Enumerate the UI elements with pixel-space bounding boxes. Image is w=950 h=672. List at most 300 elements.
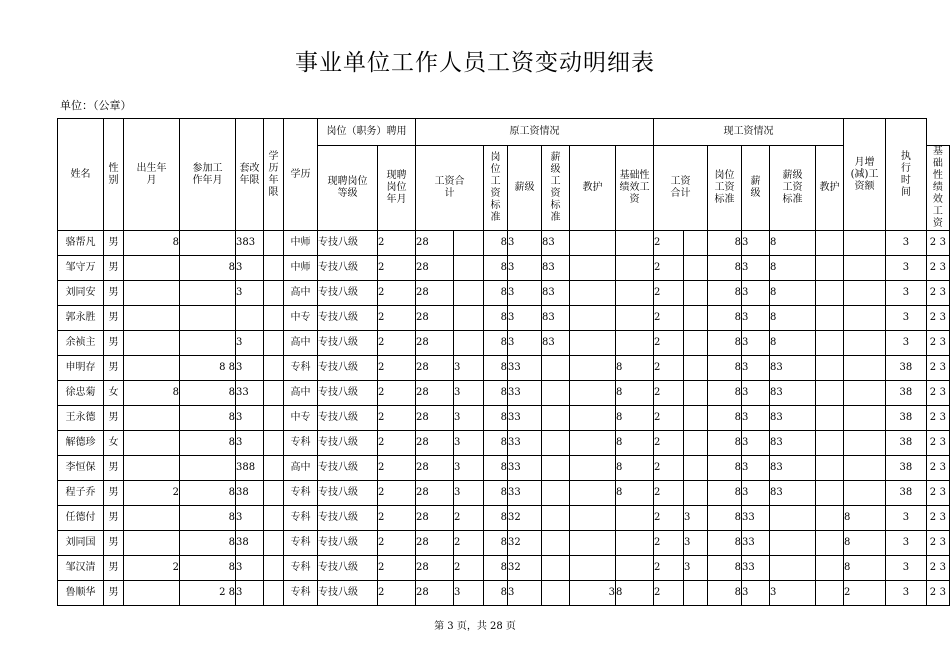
cell-cur-total-extra [684,381,708,406]
cell-orig-perf [616,331,654,356]
exec-time-part: 2 [929,362,937,373]
cell-cur-total-extra [684,406,708,431]
cell-orig-grade-std [542,531,570,556]
table-row [58,456,950,481]
header-cur-total: 工资合计 [654,146,708,231]
cell-cur-grade-std: 8 [770,256,816,281]
cell-cur-grade: 33 [742,531,770,556]
exec-time-part: 2 [929,587,937,598]
cell-position-date: 2 [378,281,416,306]
cell-position-date: 2 [378,356,416,381]
cell-cur-perf [844,431,886,456]
header-orig-post: 岗位工资标准 [484,146,508,231]
cell-years: 3 [236,356,264,381]
cell-position-date: 2 [378,581,416,606]
cell-cur-grade-std: 8 [770,331,816,356]
cell-orig-total-extra: 3 [454,481,484,506]
cell-position-date: 2 [378,556,416,581]
cell-orig-perf: 8 [616,356,654,381]
cell-gender: 男 [104,456,124,481]
cell-position-level: 专技八级 [318,281,378,306]
cell-cur-grade: 3 [742,381,770,406]
cell-work-start: 8 [180,506,236,531]
cell-cur-teach [816,506,844,531]
cell-cur-grade-std [770,506,816,531]
salary-table [57,118,950,606]
header-orig-perf: 基础性绩效工资 [616,146,654,231]
cell-years: 3 [236,506,264,531]
cell-orig-teach [570,381,616,406]
cell-orig-grade-std [542,556,570,581]
cell-cur-total-extra [684,431,708,456]
cell-cur-grade-std: 8 [770,281,816,306]
cell-years [236,306,264,331]
cell-work-start [180,306,236,331]
cell-orig-grade: 3 [508,331,542,356]
cell-cur-grade: 3 [742,331,770,356]
cell-orig-grade: 3 [508,281,542,306]
cell-orig-grade-std: 83 [542,256,570,281]
header-cur-teach: 教护 [816,146,844,231]
cell-edu-years [264,581,284,606]
cell-work-start: 8 [180,256,236,281]
cell-cur-perf [844,281,886,306]
cell-cur-post: 8 [708,531,742,556]
exec-time-part: 3 [939,437,946,448]
cell-orig-teach [570,556,616,581]
cell-cur-teach [816,531,844,556]
cell-cur-perf [844,231,886,256]
cell-edu-years [264,331,284,356]
cell-position-date: 2 [378,231,416,256]
cell-cur-perf [844,481,886,506]
cell-orig-perf [616,231,654,256]
header-monthly-change: 月增(减)工资额 [844,119,886,231]
cell-work-start: 8 [180,431,236,456]
cell-position-level: 专技八级 [318,431,378,456]
cell-orig-grade-std [542,431,570,456]
cell-gender: 女 [104,381,124,406]
cell-cur-grade-std: 83 [770,381,816,406]
cell-work-start [180,231,236,256]
cell-cur-post: 8 [708,381,742,406]
exec-time-part: 3 [939,387,946,398]
cell-edu-years [264,256,284,281]
cell-orig-perf [616,531,654,556]
cell-name: 程子乔 [58,481,104,506]
cell-position-date: 2 [378,481,416,506]
cell-orig-perf [616,281,654,306]
cell-cur-perf [844,406,886,431]
cell-cur-grade: 33 [742,556,770,581]
cell-monthly-change: 3 [886,581,927,606]
cell-orig-total-extra: 3 [454,431,484,456]
cell-cur-perf [844,381,886,406]
header-cur-grade: 薪级 [742,146,770,231]
cell-orig-teach [570,356,616,381]
cell-position-level: 专技八级 [318,381,378,406]
cell-work-start: 8 [180,531,236,556]
cell-orig-total-extra: 3 [454,456,484,481]
cell-monthly-change: 38 [886,431,927,456]
cell-orig-perf: 8 [616,581,654,606]
cell-birth [124,331,180,356]
cell-cur-grade-std: 3 [770,581,816,606]
cell-position-level: 专技八级 [318,456,378,481]
cell-orig-teach [570,406,616,431]
exec-time-part: 2 [929,237,937,248]
cell-years: 388 [236,456,264,481]
cell-name: 刘同安 [58,281,104,306]
cell-orig-perf: 8 [616,381,654,406]
cell-cur-teach [816,406,844,431]
cell-birth [124,456,180,481]
cell-name: 邹汉清 [58,556,104,581]
cell-monthly-change: 3 [886,231,927,256]
cell-work-start [180,281,236,306]
cell-orig-total-extra: 3 [454,381,484,406]
cell-orig-grade: 32 [508,531,542,556]
cell-cur-total: 2 [654,256,684,281]
header-orig-grade-std: 薪级工资标准 [542,146,570,231]
cell-orig-total-extra [454,306,484,331]
cell-orig-total-extra: 2 [454,531,484,556]
cell-education: 高中 [284,331,318,356]
table-row [58,231,950,256]
cell-cur-grade-std: 83 [770,356,816,381]
cell-years: 383 [236,231,264,256]
header-exec-time: 执行时间 [886,119,927,231]
cell-orig-teach [570,531,616,556]
cell-exec-time [926,531,949,556]
unit-label: 单位：（公章） [60,99,132,112]
cell-orig-total-extra: 3 [454,406,484,431]
cell-birth [124,406,180,431]
cell-edu-years [264,231,284,256]
cell-gender: 男 [104,306,124,331]
cell-cur-teach [816,481,844,506]
header-education: 学历 [284,119,318,231]
header-orig-total: 工资合计 [416,146,484,231]
cell-cur-post: 8 [708,331,742,356]
cell-cur-post: 8 [708,556,742,581]
page-footer: 第 3 页，共 28 页 [434,621,516,632]
cell-cur-post: 8 [708,431,742,456]
cell-orig-grade: 33 [508,381,542,406]
cell-birth: 8 [124,231,180,256]
cell-position-date: 2 [378,306,416,331]
exec-time-part: 3 [939,412,946,423]
cell-cur-grade: 3 [742,481,770,506]
cell-orig-perf: 8 [616,481,654,506]
exec-time-part: 3 [939,587,946,598]
cell-orig-grade-std: 83 [542,281,570,306]
cell-orig-post: 8 [484,506,508,531]
cell-education: 高中 [284,281,318,306]
header-orig-group: 原工资情况 [416,119,654,146]
cell-education: 高中 [284,381,318,406]
cell-orig-total-extra [454,231,484,256]
cell-exec-time [926,406,949,431]
cell-orig-teach [570,331,616,356]
cell-orig-perf: 8 [616,406,654,431]
cell-years: 3 [236,431,264,456]
cell-birth: 2 [124,556,180,581]
cell-cur-grade-std: 83 [770,431,816,456]
cell-cur-total-extra: 3 [684,556,708,581]
cell-edu-years [264,406,284,431]
cell-name: 刘同国 [58,531,104,556]
table-row [58,331,950,356]
cell-cur-grade-std: 83 [770,481,816,506]
cell-orig-total-extra [454,281,484,306]
cell-cur-teach [816,556,844,581]
cell-name: 余祯主 [58,331,104,356]
cell-cur-teach [816,381,844,406]
cell-cur-total: 2 [654,306,684,331]
cell-orig-total: 28 [416,506,454,531]
cell-orig-grade-std [542,506,570,531]
cell-birth [124,281,180,306]
cell-orig-grade-std [542,481,570,506]
exec-time-part: 2 [929,462,937,473]
cell-education: 中师 [284,256,318,281]
cell-gender: 女 [104,431,124,456]
header-years: 套改年限 [236,119,264,231]
cell-orig-perf [616,256,654,281]
cell-position-level: 专技八级 [318,531,378,556]
cell-orig-teach [570,456,616,481]
cell-edu-years [264,381,284,406]
cell-cur-post: 8 [708,581,742,606]
cell-orig-total-extra [454,256,484,281]
cell-cur-teach [816,456,844,481]
table-row [58,406,950,431]
cell-name: 骆帮凡 [58,231,104,256]
cell-cur-total: 2 [654,456,684,481]
cell-position-level: 专技八级 [318,231,378,256]
header-birth: 出生年月 [124,119,180,231]
cell-cur-grade-std: 8 [770,231,816,256]
cell-gender: 男 [104,281,124,306]
cell-birth [124,531,180,556]
cell-work-start: 8 [180,381,236,406]
cell-position-date: 2 [378,331,416,356]
cell-orig-grade: 32 [508,556,542,581]
cell-monthly-change: 38 [886,456,927,481]
cell-monthly-change: 3 [886,531,927,556]
cell-name: 任德付 [58,506,104,531]
cell-orig-total: 28 [416,256,454,281]
cell-orig-grade-std [542,456,570,481]
cell-years: 3 [236,406,264,431]
cell-edu-years [264,481,284,506]
cell-orig-total: 28 [416,306,454,331]
cell-exec-time [926,256,949,281]
exec-time-part: 2 [929,387,937,398]
cell-position-level: 专技八级 [318,256,378,281]
header-orig-teach: 教护 [570,146,616,231]
header-cur-group: 现工资情况 [654,119,844,146]
cell-edu-years [264,531,284,556]
table-row [58,256,950,281]
cell-edu-years [264,556,284,581]
cell-cur-total: 2 [654,531,684,556]
cell-cur-perf [844,306,886,331]
cell-cur-total: 2 [654,581,684,606]
exec-time-part: 2 [929,487,937,498]
table-row [58,306,950,331]
cell-name: 邹守万 [58,256,104,281]
cell-position-date: 2 [378,406,416,431]
cell-work-start: 8 [180,406,236,431]
cell-cur-post: 8 [708,256,742,281]
cell-years: 33 [236,381,264,406]
exec-time-part: 3 [939,312,946,323]
table-row [58,506,950,531]
cell-cur-perf [844,356,886,381]
cell-orig-grade: 3 [508,256,542,281]
cell-orig-total: 28 [416,431,454,456]
cell-cur-grade: 3 [742,456,770,481]
cell-cur-perf: 2 [844,581,886,606]
header-edu-years: 学历年限 [264,119,284,231]
cell-cur-perf [844,456,886,481]
cell-orig-total-extra: 3 [454,581,484,606]
exec-time-part: 3 [939,562,946,573]
cell-exec-time [926,581,949,606]
cell-orig-post: 8 [484,481,508,506]
cell-cur-grade: 3 [742,256,770,281]
cell-orig-total-extra: 2 [454,556,484,581]
header-name: 姓名 [58,119,104,231]
table-row [58,481,950,506]
cell-education: 专科 [284,481,318,506]
cell-work-start [180,331,236,356]
cell-education: 高中 [284,456,318,481]
cell-gender: 男 [104,531,124,556]
cell-name: 郭永胜 [58,306,104,331]
cell-monthly-change: 3 [886,331,927,356]
cell-cur-teach [816,231,844,256]
cell-orig-grade-std: 83 [542,231,570,256]
header-position-level: 现聘岗位等级 [318,146,378,231]
cell-cur-total: 2 [654,331,684,356]
cell-cur-total: 2 [654,406,684,431]
cell-exec-time [926,431,949,456]
cell-cur-total: 2 [654,506,684,531]
cell-gender: 男 [104,356,124,381]
cell-monthly-change: 3 [886,506,927,531]
cell-gender: 男 [104,331,124,356]
cell-position-level: 专技八级 [318,406,378,431]
exec-time-part: 2 [929,562,937,573]
cell-cur-post: 8 [708,456,742,481]
cell-orig-perf: 8 [616,431,654,456]
exec-time-part: 2 [929,262,937,273]
cell-years: 38 [236,531,264,556]
cell-education: 专科 [284,556,318,581]
cell-position-date: 2 [378,381,416,406]
cell-monthly-change: 3 [886,256,927,281]
cell-cur-grade: 3 [742,231,770,256]
header-position-group: 岗位（职务）聘用 [318,119,416,146]
cell-monthly-change: 38 [886,356,927,381]
cell-orig-grade: 33 [508,406,542,431]
cell-cur-grade: 3 [742,431,770,456]
cell-gender: 男 [104,231,124,256]
cell-cur-grade-std: 83 [770,406,816,431]
cell-orig-total: 28 [416,456,454,481]
cell-education: 中专 [284,306,318,331]
cell-orig-grade-std [542,356,570,381]
cell-cur-total: 2 [654,481,684,506]
cell-exec-time [926,556,949,581]
cell-orig-post: 8 [484,431,508,456]
cell-education: 中专 [284,406,318,431]
exec-time-part: 3 [939,487,946,498]
cell-cur-grade: 3 [742,306,770,331]
cell-cur-total-extra [684,331,708,356]
cell-cur-total-extra [684,281,708,306]
cell-cur-total: 2 [654,556,684,581]
cell-position-date: 2 [378,456,416,481]
page-title: 事业单位工作人员工资变动明细表 [295,50,655,76]
cell-cur-total-extra: 3 [684,531,708,556]
cell-name: 徐忠菊 [58,381,104,406]
cell-orig-total: 28 [416,556,454,581]
cell-exec-time [926,306,949,331]
cell-cur-total-extra [684,481,708,506]
cell-orig-perf [616,556,654,581]
cell-position-level: 专技八级 [318,506,378,531]
cell-edu-years [264,431,284,456]
cell-work-start [180,456,236,481]
cell-name: 解德珍 [58,431,104,456]
cell-orig-teach [570,281,616,306]
cell-cur-grade-std: 83 [770,456,816,481]
cell-cur-post: 8 [708,281,742,306]
cell-cur-grade: 3 [742,356,770,381]
cell-cur-teach [816,306,844,331]
cell-birth: 2 [124,481,180,506]
cell-cur-teach [816,256,844,281]
cell-orig-total: 28 [416,531,454,556]
cell-monthly-change: 38 [886,406,927,431]
cell-cur-total: 2 [654,381,684,406]
cell-cur-post: 8 [708,231,742,256]
cell-cur-post: 8 [708,506,742,531]
exec-time-part: 3 [939,462,946,473]
cell-exec-time [926,356,949,381]
cell-cur-grade-std [770,556,816,581]
cell-orig-grade: 32 [508,506,542,531]
cell-position-level: 专技八级 [318,356,378,381]
table-row [58,556,950,581]
cell-edu-years [264,281,284,306]
cell-position-date: 2 [378,531,416,556]
cell-orig-post: 8 [484,381,508,406]
cell-exec-time [926,456,949,481]
cell-orig-grade: 33 [508,456,542,481]
exec-time-part: 2 [929,437,937,448]
cell-orig-perf: 8 [616,456,654,481]
cell-cur-grade: 3 [742,581,770,606]
exec-time-part: 2 [929,412,937,423]
cell-orig-post: 8 [484,456,508,481]
cell-orig-teach [570,506,616,531]
cell-monthly-change: 38 [886,481,927,506]
